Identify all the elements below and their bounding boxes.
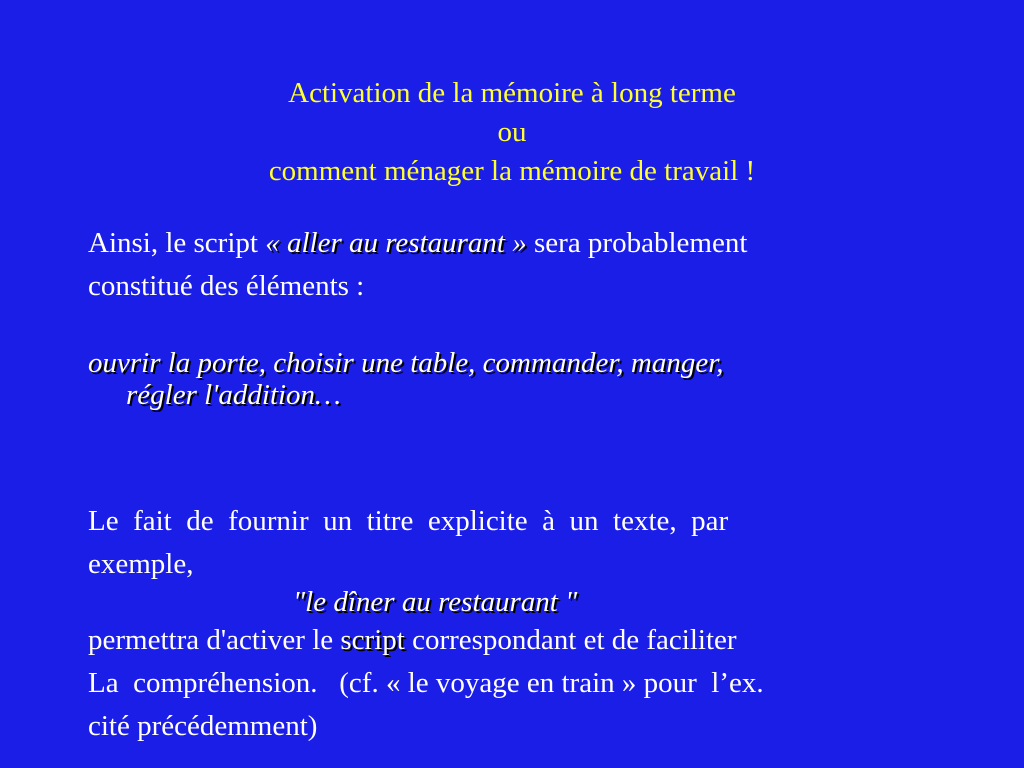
- slide-title: [0, 74, 1024, 191]
- script-elements-list: [88, 347, 928, 411]
- title-line-3: comment ménager la mémoire de travail !: [268, 155, 756, 187]
- elements-line-2: régler l'addition…: [126, 379, 341, 411]
- example-title: "le dîner au restaurant ": [293, 586, 578, 618]
- paragraph3-line6: cité précédemment): [88, 710, 318, 742]
- paragraph3-line5: La compréhension. (cf. « le voyage en train » pour l’ex.: [88, 667, 764, 699]
- paragraph-script-intro: [88, 222, 928, 308]
- paragraph3-line4-before: permettra d'activer le: [88, 624, 341, 656]
- script-word: script: [340, 624, 405, 656]
- paragraph3-line2: exemple,: [88, 548, 194, 580]
- paragraph3-line4-after: correspondant et de faciliter: [404, 624, 737, 656]
- paragraph1-line1: [88, 222, 928, 265]
- paragraph3-line4: [88, 619, 928, 662]
- paragraph3-line1: Le fait de fournir un titre explicite à un texte, par: [88, 505, 729, 537]
- title-line-1: Activation de la mémoire à long terme: [288, 77, 736, 109]
- paragraph1-before: Ainsi, le script: [88, 227, 266, 259]
- paragraph1-after: sera probablement: [534, 227, 748, 259]
- paragraph-explicit-title: [88, 500, 928, 748]
- elements-line-1: ouvrir la porte, choisir une table, commander, manger,: [88, 347, 724, 379]
- paragraph1-line2: constitué des éléments :: [88, 270, 365, 302]
- title-line-2: ou: [497, 116, 527, 148]
- script-name: « aller au restaurant »: [265, 227, 534, 259]
